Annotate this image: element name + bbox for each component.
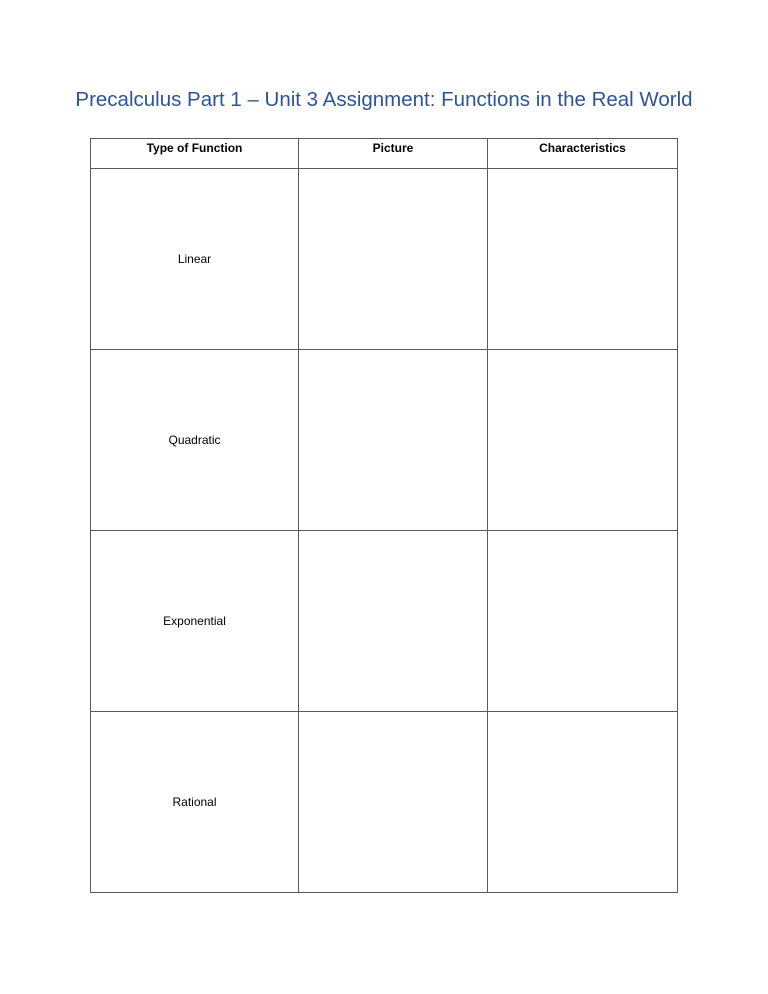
table-row [91, 169, 678, 350]
table-row [91, 712, 678, 893]
characteristics-cell[interactable] [488, 169, 678, 350]
function-type-cell: Quadratic [91, 350, 299, 531]
characteristics-cell[interactable] [488, 531, 678, 712]
picture-cell[interactable] [299, 531, 488, 712]
functions-table [90, 138, 678, 893]
function-type-cell: Linear [91, 169, 299, 350]
picture-cell[interactable] [299, 350, 488, 531]
characteristics-cell[interactable] [488, 350, 678, 531]
characteristics-cell[interactable] [488, 712, 678, 893]
picture-cell[interactable] [299, 712, 488, 893]
function-type-cell: Exponential [91, 531, 299, 712]
header-picture: Picture [299, 139, 488, 169]
document-title: Precalculus Part 1 – Unit 3 Assignment: Functions in the Real World [75, 88, 693, 111]
table-row [91, 531, 678, 712]
header-type-of-function: Type of Function [91, 139, 299, 169]
table-row [91, 350, 678, 531]
table-header-row [91, 139, 678, 169]
function-type-cell: Rational [91, 712, 299, 893]
picture-cell[interactable] [299, 169, 488, 350]
header-characteristics: Characteristics [488, 139, 678, 169]
